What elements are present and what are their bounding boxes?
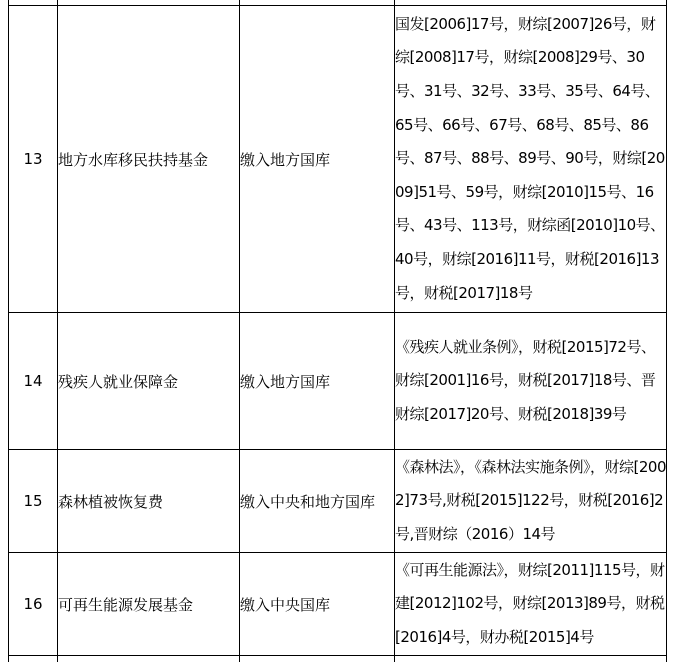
treasury-cell: 缴入地方国库 <box>240 313 395 450</box>
table-row <box>9 450 667 553</box>
row-number-cell: 13 <box>9 6 58 313</box>
policy-basis-cell: 《森林法》，《森林法实施条例》，财综[2002]73号,财税[2015]122号，财税[2016]2号,晋财综（2016）14号 <box>395 450 667 553</box>
treasury-cell: 缴入中央国库 <box>240 553 395 656</box>
fund-table <box>8 0 667 662</box>
fund-name-cell: 可再生能源发展基金 <box>58 553 240 656</box>
row-number-cell: 14 <box>9 313 58 450</box>
row-number-cell: 15 <box>9 450 58 553</box>
row-number-cell: 16 <box>9 553 58 656</box>
policy-basis-cell: 《可再生能源法》，财综[2011]115号，财建[2012]102号，财综[2013]89号，财税[2016]4号，财办税[2015]4号 <box>395 553 667 656</box>
policy-basis-cell <box>395 656 667 662</box>
fund-name-cell <box>58 656 240 662</box>
fund-name-cell: 森林植被恢复费 <box>58 450 240 553</box>
table-row <box>9 313 667 450</box>
fund-name-cell: 地方水库移民扶持基金 <box>58 6 240 313</box>
row-number-cell <box>9 656 58 662</box>
treasury-cell <box>240 656 395 662</box>
treasury-cell: 缴入地方国库 <box>240 6 395 313</box>
table-row <box>9 553 667 656</box>
policy-basis-cell: 国发[2006]17号，财综[2007]26号，财综[2008]17号，财综[2008]29号、30号、31号、32号、33号、35号、64号、65号、66号、67号、68号、85号、86号、87号、88号、89号、90号，财综[2009]51号、59号，财综[2010]15号、16号、43号、113号，财综函[2010]10号、40号，财综[2016]11号，财税[2016]13号，财税[2017]18号 <box>395 6 667 313</box>
fund-name-cell: 残疾人就业保障金 <box>58 313 240 450</box>
table-row <box>9 6 667 313</box>
treasury-cell: 缴入中央和地方国库 <box>240 450 395 553</box>
policy-basis-cell: 《残疾人就业条例》，财税[2015]72号、财综[2001]16号，财税[2017]18号、晋财综[2017]20号、财税[2018]39号 <box>395 313 667 450</box>
table-row <box>9 656 667 662</box>
